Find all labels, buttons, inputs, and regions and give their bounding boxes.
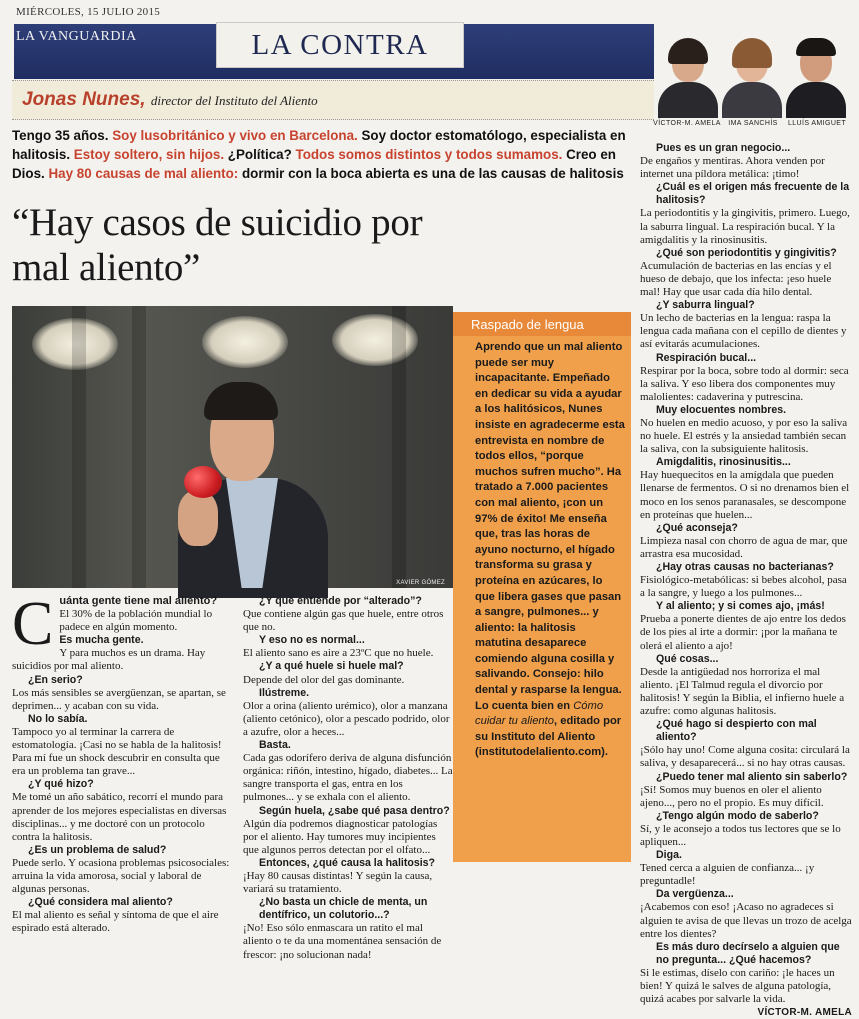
intro-highlight: Estoy soltero, sin hijos.	[73, 147, 228, 162]
intro-highlight: Soy lusobritánico y vivo en Barcelona.	[112, 128, 362, 143]
interview-answer: Cada gas odorífero deriva de alguna disfunción orgánica: riñón, intestino, hígado, diabetes... La sangre transporta el gas, entra en los pulmones... y se exhala con el aliento.	[243, 752, 453, 804]
dateline: MIÉRCOLES, 15 JULIO 2015	[16, 6, 161, 18]
interview-answer: Puede serlo. Y ocasiona problemas psicosociales: arruina la vida amorosa, social y laboral de algunas personas.	[12, 856, 230, 896]
interview-answer: ¡Hay 80 causas distintas! Y según la causa, variará su tratamiento.	[243, 869, 433, 896]
interview-question: ¿En serio?	[28, 673, 83, 686]
book-title: Cómo cuidar tu aliento	[475, 699, 604, 728]
interview-question: Y al aliento; y si comes ajo, ¡más!	[656, 600, 825, 613]
interview-answer: Y para muchos es un drama. Hay suicidios por mal aliento.	[12, 647, 206, 673]
interview-answer: No huelen en medio acuoso, y por eso la saliva no huele. El estrés y la ansiedad también secan la saliva, con la subsiguiente halitosis.	[640, 416, 848, 456]
interview-question: ¿No basta un chicle de menta, un dentífrico, un colutorio...?	[259, 896, 428, 922]
interview-question: Entonces, ¿qué causa la halitosis?	[259, 856, 436, 869]
interview-answer: Prueba a ponerte dientes de ajo entre los dedos de los pies al irte a dormir: ¡por la mañana te olerá el aliento a ajo!	[640, 613, 846, 652]
intro-text: Tengo 35 años.	[12, 128, 113, 143]
interview-question: ¿Hay otras causas no bacterianas?	[656, 561, 834, 573]
interview-answer: Cuánta gente tiene mal aliento?	[12, 590, 218, 658]
interview-answer: Sí, y le aconsejo a todos tus lectores que se lo apliquen...	[640, 822, 841, 848]
section-title: LA CONTRA	[216, 22, 464, 68]
interview-question: Qué cosas...	[656, 652, 719, 665]
interview-question: ¿Puedo tener mal aliento sin saberlo?	[656, 770, 848, 783]
interview-answer: El aliento sano es aire a 23ºC que no huele.	[243, 647, 434, 660]
interview-answer: De engaños y mentiras. Ahora venden por internet una píldora metálica: ¡timo!	[640, 155, 825, 181]
interview-answer: Acumulación de bacterias en las encías y el hueso de debajo, que los infecta: ¡eso huele mal! Hay que usar cada día hilo dental.	[640, 259, 832, 299]
article-column-1	[12, 590, 234, 935]
interview-answer: Limpieza nasal con chorro de agua de mar, que arrastra esa mucosidad.	[640, 534, 848, 560]
interviewee-photo	[12, 306, 453, 588]
interview-question: ¿Cuál es el origen más frecuente de la halitosis?	[656, 181, 850, 207]
author-portraits	[653, 16, 848, 128]
author-portrait	[722, 38, 782, 118]
interview-answer: Fisiológico-metabólicas: si bebes alcohol, pasa a la sangre, y luego a los pulmones...	[640, 574, 847, 600]
interview-answer: La periodontitis y la gingivitis, primero. Luego, la saburra lingual. La respiración bucal. Y la amigdalitis y la rinosinusitis.	[640, 207, 850, 246]
interview-question: Da vergüenza...	[656, 888, 734, 901]
author-name: VÍCTOR-M. AMELA	[653, 120, 721, 127]
interview-question: Es más duro decírselo a alguien que no pregunta... ¿Qué hacemos?	[656, 940, 840, 966]
drop-cap: C	[12, 590, 54, 658]
interview-answer: Me tomé un año sabático, recorrí el mundo para aprender de los mejores especialistas en diversas disciplinas... y me doctoré con un protocolo contra la halitosis.	[12, 791, 227, 843]
sidebar-box	[453, 312, 631, 862]
interview-question: Amigdalitis, rinosinusitis...	[656, 456, 791, 469]
interview-answer: Hay huequecitos en la amígdala que pueden llenarse de fermentos. O si no drenamos bien el moco en los senos paranasales, se descompone en proteínas que huelen...	[640, 469, 850, 521]
interviewee-byline	[22, 89, 318, 111]
interviewee-role: director del Instituto del Aliento	[150, 93, 318, 108]
headline: “Hay casos de suicidio por mal aliento”	[12, 201, 423, 289]
interview-question: Ilústreme.	[259, 686, 310, 699]
interview-question: Es mucha gente.	[59, 634, 144, 647]
interview-question: ¿Es un problema de salud?	[28, 843, 167, 856]
intro-text: Creo en Dios.	[12, 147, 616, 181]
clown-nose	[184, 466, 222, 498]
intro-summary	[12, 126, 637, 183]
photo-credit: XAVIER GÓMEZ	[396, 580, 445, 586]
interview-question: ¿Y saburra lingual?	[656, 299, 755, 312]
intro-highlight: Todos somos distintos y todos sumamos.	[295, 147, 567, 162]
interview-answer: Olor a orina (aliento urémico), olor a manzana (aliento cetónico), olor a pescado podrido, olor a azufre, olor a heces...	[243, 699, 450, 738]
interview-answer: Depende del olor del gas dominante.	[243, 673, 405, 686]
interview-answer: Tened cerca a alguien de confianza... ¡y preguntadle!	[640, 862, 815, 888]
intro-text: ¿Política?	[227, 147, 296, 162]
interview-question: ¿Tengo algún modo de saberlo?	[656, 809, 819, 822]
sidebar-text: Aprendo que un mal aliento puede ser muy incapacitante. Empeñado en dedicar su vida a ayudar a los halitósicos, Nunes insiste en agradecerme esta entrevista en nombre de todos ellos, “porque muchos sufren mucho”. Ha tratado a 7.000 pacientes con mal aliento, ¡con un 97% de éxito! Me enseña que, tras las horas de ayuno nocturno, el hígado transforma su grasa y proteína en azúcares, lo que libera gases que pasan a sangre, pulmones... y aliento: la halitosis matutina desaparece comiendo alguna cosilla y salivando. Consejo: hilo dental y rasparse la lengua. Lo cuenta bien en Cómo cuidar tu aliento, editado por su Instituto del Aliento (institutodelaliento.com).	[475, 341, 625, 759]
interview-answer: Que contiene algún gas que huele, entre otros que no.	[243, 608, 444, 634]
interview-answer: Algún día podremos diagnosticar patologías por el aliento. Hay tumores muy incipientes que algunos perros detectan por el olfato...	[243, 817, 438, 856]
article-column-3	[640, 142, 852, 1019]
interview-answer: ¡Acabemos con eso! ¡Acaso no agradeces si alguien te avisa de que llevas un trozo de acelga entre los dientes?	[640, 901, 852, 940]
interview-answer: Un lecho de bacterias en la lengua: raspa la lengua cada mañana con el cepillo de dientes y así evitarás acumulaciones.	[640, 312, 847, 351]
interviewee-name: Jonas Nunes,	[22, 89, 146, 110]
interview-answer: ¡Sólo hay uno! Come alguna cosita: circulará la saliva, y desaparecerá... si no hay otras causas.	[640, 744, 850, 770]
interview-question: Muy elocuentes nombres.	[656, 403, 787, 416]
author-portrait	[786, 38, 846, 118]
author-name: LLUÍS AMIGUET	[787, 120, 847, 127]
interview-answer: Respirar por la boca, sobre todo al dormir: seca la saliva. Y eso libera dos componentes muy malolientes: cadaverina y putrescina.	[640, 364, 849, 403]
interview-answer: Los más sensibles se avergüenzan, se apartan, se deprimen... y acaban con su vida.	[12, 686, 226, 712]
interview-answer: ¡Sí! Somos muy buenos en oler el aliento ajeno..., pero no el propio. Es muy difícil.	[640, 783, 824, 809]
intro-text: Soy doctor estomatólogo, especialista en halitosis.	[12, 128, 626, 162]
sidebar-title: Raspado de lengua	[453, 312, 631, 336]
author-signoff: VÍCTOR-M. AMELA	[757, 1007, 852, 1019]
interview-question: Según huela, ¿sabe qué pasa dentro?	[259, 804, 450, 817]
interview-question: ¿Qué hago si despierto con mal aliento?	[656, 718, 817, 744]
interview-question: Pues es un gran negocio...	[656, 142, 791, 154]
interview-question: ¿Y qué entiende por “alterado”?	[259, 595, 422, 607]
interview-answer: ¡No! Eso sólo enmascara un ratito el mal aliento o te da una momentánea sensación de frescor: ¡no solucionan nada!	[243, 922, 442, 961]
interview-question: ¿Y a qué huele si huele mal?	[259, 660, 404, 673]
interview-answer: Si le estimas, díselo con cariño: ¡le haces un bien! Y quizá le salves de alguna patología, quizá acabes por salvarle la vida.	[640, 966, 835, 1006]
intro-text: dormir con la boca abierta es una de las causas de halitosis	[241, 166, 624, 181]
interview-answer: El 30% de la población mundial lo padece en algún momento.	[59, 608, 213, 634]
interview-question: ¿Y qué hizo?	[28, 778, 94, 791]
interview-question: Basta.	[259, 739, 291, 752]
interview-question: Respiración bucal...	[656, 351, 757, 364]
author-name: IMA SANCHÍS	[728, 120, 778, 127]
article-column-2	[243, 595, 453, 962]
interview-answer: Tampoco yo al terminar la carrera de estomatología. ¡Casi no se habla de la halitosis! Para mí fue un shock descubrir en consulta que era un problema tan grave...	[12, 725, 222, 778]
interview-answer: Desde la antigüedad nos horroriza el mal aliento. ¡El Talmud regula el divorcio por halitosis! Y según la Biblia, el infierno huele a azufre: como algunas halitosis.	[640, 665, 845, 718]
interview-question: Diga.	[656, 849, 682, 862]
intro-highlight: Hay 80 causas de mal aliento:	[48, 166, 242, 181]
interview-question: ¿Qué aconseja?	[656, 521, 738, 534]
author-portrait	[658, 38, 718, 118]
interview-question: Y eso no es normal...	[259, 634, 365, 647]
interview-answer: El mal aliento es señal y síntoma de que el aire espirado está alterado.	[12, 909, 219, 935]
interview-question: No lo sabía.	[28, 712, 88, 725]
brand-logo: LA VANGUARDIA	[16, 29, 137, 44]
interview-question: ¿Qué considera mal aliento?	[28, 896, 173, 909]
interview-question: ¿Qué son periodontitis y gingivitis?	[656, 246, 837, 259]
